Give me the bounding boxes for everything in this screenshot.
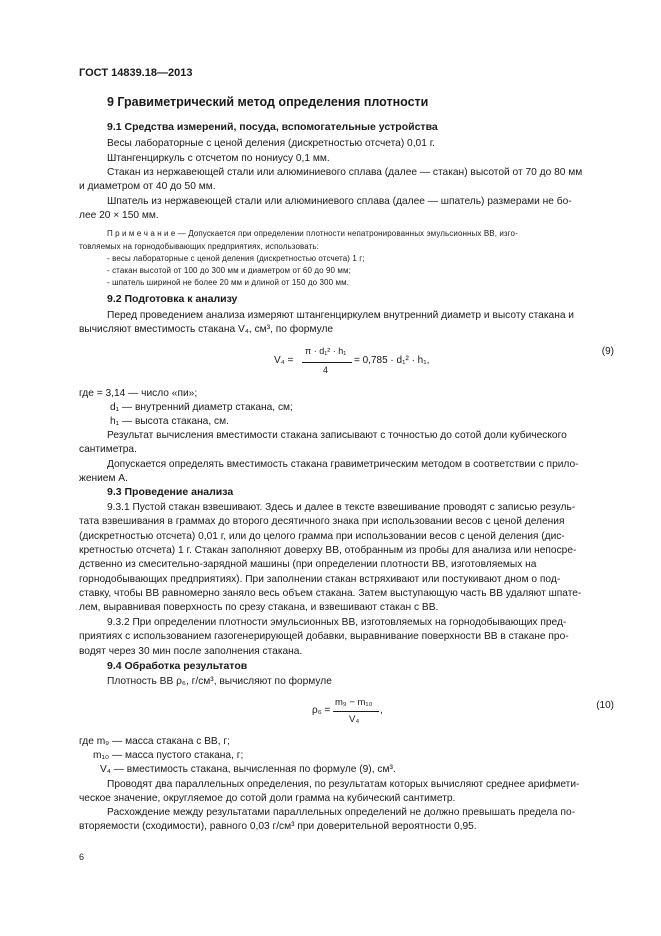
page-number: 6	[79, 852, 85, 862]
where-line: где = 3,14 — число «пи»;	[79, 388, 198, 399]
text-line: ставку, чтобы ВВ равномерно заняло весь объем стакана. Затем выступающую часть ВВ удаляют шпате-	[79, 588, 582, 599]
note-line: - шпатель шириной не более 20 мм и длиной от 150 до 300 мм.	[107, 278, 349, 287]
formula-10-numerator: m₉ − m₁₀	[335, 697, 373, 708]
formula-9-number: (9)	[601, 346, 614, 357]
text-line: кретностью отсчета) 1 г. Стакан заполняют доверху ВВ, отобранным из пробы для анализа или непосре-	[79, 545, 577, 556]
text-line: Перед проведением анализа измеряют штангенциркулем внутренний диаметр и высоту стакана и	[107, 310, 575, 321]
formula-9-rhs: = 0,785 · d₁² · h₁,	[354, 355, 430, 366]
text-line: лем, выравнивая поверхность по срезу стакана, и взвешивают стакан с ВВ.	[79, 602, 439, 613]
text-line: тата взвешивания в граммах до второго десятичного знака при использовании весов с ценой деления	[79, 516, 565, 527]
formula-9-lhs: V₄ =	[274, 355, 294, 366]
text-line: Допускается определять вместимость стакана гравиметрическим методом в соответствии с прило-	[107, 459, 579, 470]
subsection-9-1-title: 9.1 Средства измерений, посуда, вспомогательные устройства	[107, 121, 438, 133]
where-line: m₁₀ — масса пустого стакана, г;	[93, 750, 244, 761]
formula-9-denominator: 4	[323, 365, 329, 375]
formula-10-denominator: V₄	[349, 714, 360, 725]
text-line: и диаметром от 40 до 50 мм.	[79, 181, 216, 192]
formula-10-lhs: ρ₆ =	[312, 705, 331, 716]
text-line: Плотность ВВ ρ₆, г/см³, вычисляют по формуле	[107, 676, 332, 687]
text-line: Результат вычисления вместимости стакана записывают с точностью до сотой доли кубического	[107, 430, 567, 441]
text-line: лее 20 × 150 мм.	[79, 210, 159, 221]
text-line: Штангенциркуль с отсчетом по нониусу 0,1 мм.	[107, 153, 330, 164]
formula-10-comma: ,	[380, 705, 383, 716]
text-line: дственно из смесительно-зарядной машины (при определении плотности ВВ, изготовляемых на	[79, 559, 537, 570]
note-line: - стакан высотой от 100 до 300 мм и диаметром от 60 до 90 мм;	[107, 266, 351, 275]
text-line: водят через 30 мин после заполнения стакана.	[79, 646, 303, 657]
note-line: товляемых на горнодобывающих предприятиях, использовать:	[79, 242, 320, 251]
text-line: Проводят два параллельных определения, по результатам которых вычисляют среднее арифмети-	[107, 779, 580, 790]
subsection-9-4-title: 9.4 Обработка результатов	[107, 660, 248, 672]
text-line: ческое значение, округляемое до сотой доли грамма на кубический сантиметр.	[79, 793, 456, 804]
subsection-9-3-title: 9.3 Проведение анализа	[107, 486, 234, 498]
text-line: приятиях с использованием газогенерирующей добавки, выравнивание поверхности ВВ в стакане про-	[79, 631, 569, 642]
text-line: Шпатель из нержавеющей стали или алюминиевого сплава (далее — шпатель) размерами не бо-	[107, 196, 572, 207]
formula-9-fraction-bar	[302, 362, 352, 363]
where-line: V₄ — вместимость стакана, вычисленная по формуле (9), см³.	[100, 764, 396, 775]
where-line: d₁ — внутренний диаметр стакана, см;	[110, 402, 293, 413]
document-header: ГОСТ 14839.18—2013	[79, 67, 193, 79]
text-line: Весы лабораторные с ценой деления (дискретностью отсчета) 0,01 г.	[107, 138, 435, 149]
note-line: П р и м е ч а н и е — Допускается при определении плотности непатронированных эмульсионных ВВ, изго-	[107, 229, 518, 238]
text-line: 9.3.2 При определении плотности эмульсионных ВВ, изготовляемых на горнодобывающих пред-	[107, 617, 567, 628]
text-line: (дискретностью отсчета) 0,01 г, или до целого грамма при использовании весов с ценой деления (дис-	[79, 531, 565, 542]
where-line: где m₉ — масса стакана с ВВ, г;	[79, 736, 230, 747]
formula-9-numerator: π · d₁² · h₁	[305, 346, 347, 356]
formula-10-number: (10)	[596, 700, 614, 711]
where-line: h₁ — высота стакана, см.	[110, 416, 229, 427]
text-line: Расхождение между результатами параллельных определений не должно превышать предела по-	[107, 807, 576, 818]
text-line: 9.3.1 Пустой стакан взвешивают. Здесь и далее в тексте взвешивание проводят с записью резуль-	[107, 502, 576, 513]
note-line: - весы лабораторные с ценой деления (дискретностью отсчета) 1 г;	[107, 254, 365, 263]
text-line: вторяемости (сходимости), равного 0,03 г/см³ при доверительной вероятности 0,95.	[79, 821, 477, 832]
text-line: Стакан из нержавеющей стали или алюминиевого сплава (далее — стакан) высотой от 70 до 80 мм	[107, 167, 583, 178]
formula-10-fraction-bar	[333, 711, 379, 712]
subsection-9-2-title: 9.2 Подготовка к анализу	[107, 293, 238, 305]
text-line: жением А.	[79, 473, 128, 484]
text-line: вычисляют вместимость стакана V₄, см³, по формуле	[79, 324, 334, 335]
text-line: сантиметра.	[79, 444, 137, 455]
section-title: 9 Гравиметрический метод определения плотности	[107, 95, 429, 109]
text-line: горнодобывающих предприятиях). При заполнении стакан встряхивают или постукивают дном о под-	[79, 574, 561, 585]
